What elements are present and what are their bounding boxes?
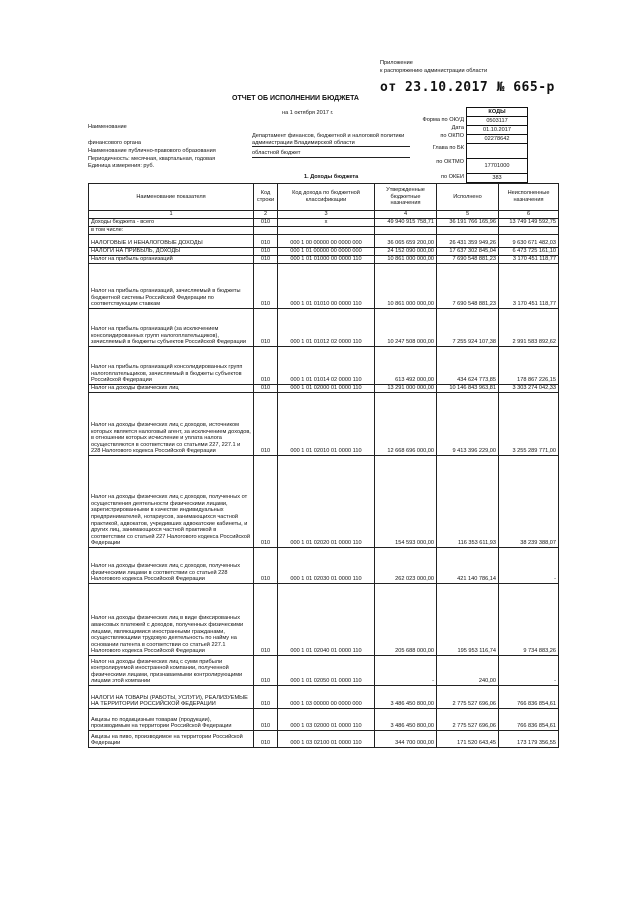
header-approved: Утвержденные бюджетные назначения	[375, 184, 437, 211]
cell-done: 17 637 302 845,04	[437, 248, 499, 256]
table-row	[89, 393, 559, 456]
cell-code: 010	[254, 309, 278, 347]
cell-name: Акцизы на пиво, производимое на территории Российской Федерации	[89, 731, 254, 748]
cell-approved: 3 486 450 800,00	[375, 709, 437, 731]
revenue-table	[88, 183, 559, 748]
cell-approved: 24 152 090 000,00	[375, 248, 437, 256]
cell-code: 010	[254, 385, 278, 393]
code-bk	[467, 144, 528, 159]
cell-approved: 10 247 508 000,00	[375, 309, 437, 347]
header-row-code: Код строки	[254, 184, 278, 211]
header-left: Неисполненные назначения	[499, 184, 559, 211]
cell-left: 3 255 289 771,00	[499, 393, 559, 456]
cell-done: 195 953 116,74	[437, 584, 499, 656]
cell-approved: 49 940 915 758,71	[375, 219, 437, 227]
cell-left: 6 473 725 161,10	[499, 248, 559, 256]
cell-kbk: 000 1 01 01012 02 0000 110	[278, 309, 375, 347]
cell-code: 010	[254, 219, 278, 227]
table-row	[89, 709, 559, 731]
cell-left: 2 991 583 892,62	[499, 309, 559, 347]
table-row	[89, 248, 559, 256]
appendix-line-2: к распоряжению администрации области	[380, 68, 488, 74]
cell-code: 010	[254, 686, 278, 709]
code-date: 01.10.2017	[467, 126, 528, 135]
cell-code: 010	[254, 256, 278, 264]
cell-name: Налог на доходы физических лиц в виде фиксированных авансовых платежей с доходов, полученных физическими лицами, являющимися иностранными гражданами, осуществляющими трудовую деятельность по найму на основании патента в соответствии со статьей 227.1 Налогового кодекса Российской Федерации	[89, 584, 254, 656]
cell-done: 9 413 396 229,00	[437, 393, 499, 456]
cell-left: 3 170 451 118,77	[499, 264, 559, 309]
table-row	[89, 548, 559, 584]
cell-code: 010	[254, 584, 278, 656]
cell-approved: 154 593 000,00	[375, 456, 437, 548]
cell-code: 010	[254, 548, 278, 584]
label-date: Дата	[451, 125, 464, 131]
table-row	[89, 385, 559, 393]
cell-done: 2 775 527 696,06	[437, 709, 499, 731]
code-okei: 383	[467, 174, 528, 183]
cell-approved	[375, 227, 437, 235]
table-row	[89, 686, 559, 709]
colnum-5: 5	[437, 211, 499, 219]
table-row	[89, 235, 559, 248]
cell-approved: -	[375, 656, 437, 686]
cell-code: 010	[254, 347, 278, 385]
cell-left	[499, 227, 559, 235]
cell-approved: 3 486 450 800,00	[375, 686, 437, 709]
label-okei: по ОКЕИ	[440, 174, 464, 180]
cell-name: НАЛОГИ НА ПРИБЫЛЬ, ДОХОДЫ	[89, 248, 254, 256]
label-okud: Форма по ОКУД	[422, 117, 464, 123]
label-fin-organ: финансового органа	[88, 140, 142, 146]
cell-kbk: 000 1 00 00000 00 0000 000	[278, 235, 375, 248]
cell-kbk: 000 1 01 02030 01 0000 110	[278, 548, 375, 584]
cell-done: 171 520 643,45	[437, 731, 499, 748]
cell-name: в том числе:	[89, 227, 254, 235]
colnum-1: 1	[89, 211, 254, 219]
header-done: Исполнено	[437, 184, 499, 211]
cell-name: Налог на доходы физических лиц с доходов, источником которых является налоговый агент, за исключением доходов, в отношении которых исчисление и уплата налога осуществляются в соответствии со статьями 227, 227.1 и 228 Налогового кодекса Российской Федерации	[89, 393, 254, 456]
table-row	[89, 256, 559, 264]
cell-name: Налог на доходы физических лиц	[89, 385, 254, 393]
cell-done: 7 690 548 881,23	[437, 264, 499, 309]
cell-name: НАЛОГОВЫЕ И НЕНАЛОГОВЫЕ ДОХОДЫ	[89, 235, 254, 248]
cell-approved: 613 492 000,00	[375, 347, 437, 385]
cell-approved: 262 023 000,00	[375, 548, 437, 584]
cell-name: Налог на доходы физических лиц с доходов, полученных физическими лицами в соответствии со статьей 228 Налогового кодекса Российской Федерации	[89, 548, 254, 584]
cell-code: 010	[254, 248, 278, 256]
cell-left: 178 867 226,15	[499, 347, 559, 385]
cell-kbk: 000 1 01 01014 02 0000 110	[278, 347, 375, 385]
cell-done: 36 191 766 165,96	[437, 219, 499, 227]
code-oktmo: 17701000	[467, 159, 528, 174]
cell-kbk: 000 1 01 01000 00 0000 110	[278, 256, 375, 264]
table-row	[89, 309, 559, 347]
section-title: 1. Доходы бюджета	[304, 174, 359, 180]
table-row	[89, 656, 559, 686]
cell-code: 010	[254, 656, 278, 686]
cell-name: Налог на прибыль организаций, зачисляемый в бюджеты бюджетной системы Российской Федерации по соответствующим ставкам	[89, 264, 254, 309]
header-kbk: Код дохода по бюджетной классификации	[278, 184, 375, 211]
cell-done: 7 255 924 107,38	[437, 309, 499, 347]
cell-left: -	[499, 548, 559, 584]
colnum-3: 3	[278, 211, 375, 219]
cell-done: 116 353 611,93	[437, 456, 499, 548]
cell-kbk: 000 1 01 02040 01 0000 110	[278, 584, 375, 656]
cell-left: 3 303 274 042,33	[499, 385, 559, 393]
cell-kbk: 000 1 01 02020 01 0000 110	[278, 456, 375, 548]
cell-code: 010	[254, 393, 278, 456]
code-okpo: 02278642	[467, 135, 528, 144]
cell-left: 766 836 854,61	[499, 709, 559, 731]
cell-done: 240,00	[437, 656, 499, 686]
header-indicator: Наименование показателя	[89, 184, 254, 211]
cell-approved: 13 291 000 000,00	[375, 385, 437, 393]
table-row	[89, 347, 559, 385]
table-row	[89, 227, 559, 235]
cell-done: 10 146 843 963,81	[437, 385, 499, 393]
cell-left: 38 239 388,07	[499, 456, 559, 548]
cell-code: 010	[254, 731, 278, 748]
cell-code: 010	[254, 235, 278, 248]
cell-kbk: 000 1 03 00000 00 0000 000	[278, 686, 375, 709]
cell-left: 173 179 356,55	[499, 731, 559, 748]
appendix-line-1: Приложение	[380, 60, 413, 66]
org-name: Департамент финансов, бюджетной и налоговой политики администрации Владимирской области	[252, 133, 410, 147]
cell-kbk: 000 1 03 02000 01 0000 110	[278, 709, 375, 731]
cell-name: Акцизы по подакцизным товарам (продукции), производимым на территории Российской Федерации	[89, 709, 254, 731]
cell-name: Налог на доходы физических лиц с сумм прибыли контролируемой иностранной компании, полученной физическими лицами, признаваемыми контролирующими лицами этой компании	[89, 656, 254, 686]
cell-approved: 10 861 000 000,00	[375, 264, 437, 309]
cell-left: 3 170 451 118,77	[499, 256, 559, 264]
cell-kbk	[278, 227, 375, 235]
table-row	[89, 731, 559, 748]
label-bk: Глава по БК	[432, 145, 464, 151]
cell-done: 434 624 773,85	[437, 347, 499, 385]
cell-left: 9 630 671 482,03	[499, 235, 559, 248]
colnum-2: 2	[254, 211, 278, 219]
code-okud: 0503117	[467, 117, 528, 126]
cell-approved: 10 861 000 000,00	[375, 256, 437, 264]
cell-done: 2 775 527 696,06	[437, 686, 499, 709]
codes-header: КОДЫ	[467, 108, 528, 117]
label-unit: Единица измерения: руб.	[88, 163, 155, 169]
cell-name: Налог на доходы физических лиц с доходов, полученных от осуществления деятельности физическими лицами, зарегистрированными в качестве индивидуальных предпринимателей, нотариусов, занимающихся частной практикой, адвокатов, учредивших адвокатские кабинеты, и других лиц, занимающихся частной практикой в соответствии со статьей 227 Налогового кодекса Российской Федерации	[89, 456, 254, 548]
cell-code: 010	[254, 264, 278, 309]
cell-left: 13 749 149 592,75	[499, 219, 559, 227]
colnum-6: 6	[499, 211, 559, 219]
cell-approved: 36 065 659 200,00	[375, 235, 437, 248]
table-row	[89, 456, 559, 548]
label-okpo: по ОКПО	[440, 133, 464, 139]
handwritten-order-number: от 23.10.2017 № 665-р	[380, 80, 555, 95]
cell-kbk: x	[278, 219, 375, 227]
cell-left: 9 734 883,26	[499, 584, 559, 656]
cell-kbk: 000 1 01 00000 00 0000 000	[278, 248, 375, 256]
cell-done: 7 690 548 881,23	[437, 256, 499, 264]
label-oktmo: по ОКТМО	[436, 159, 464, 165]
cell-kbk: 000 1 03 02100 01 0000 110	[278, 731, 375, 748]
cell-code: 010	[254, 456, 278, 548]
cell-kbk: 000 1 01 02050 01 0000 110	[278, 656, 375, 686]
cell-done: 421 140 786,14	[437, 548, 499, 584]
table-row	[89, 264, 559, 309]
codes-box	[466, 107, 528, 183]
cell-kbk: 000 1 01 02010 01 0000 110	[278, 393, 375, 456]
cell-approved: 205 688 000,00	[375, 584, 437, 656]
cell-approved: 344 700 000,00	[375, 731, 437, 748]
label-periodicity: Периодичность: месячная, квартальная, годовая	[88, 156, 216, 162]
cell-code	[254, 227, 278, 235]
budget-name: областной бюджет	[252, 150, 410, 158]
label-ppo: Наименование публично-правового образования	[88, 148, 216, 154]
cell-done	[437, 227, 499, 235]
table-row	[89, 584, 559, 656]
cell-kbk: 000 1 01 02000 01 0000 110	[278, 385, 375, 393]
report-date-line: на 1 октября 2017 г.	[282, 110, 334, 116]
report-title: ОТЧЕТ ОБ ИСПОЛНЕНИИ БЮДЖЕТА	[232, 95, 359, 102]
cell-approved: 12 668 696 000,00	[375, 393, 437, 456]
cell-name: Налог на прибыль организаций консолидированных групп налогоплательщиков, зачисляемый в бюджеты субъектов Российской Федерации	[89, 347, 254, 385]
cell-left: 766 836 854,61	[499, 686, 559, 709]
table-row	[89, 219, 559, 227]
label-name: Наименование	[88, 124, 127, 130]
cell-name: НАЛОГИ НА ТОВАРЫ (РАБОТЫ, УСЛУГИ), РЕАЛИЗУЕМЫЕ НА ТЕРРИТОРИИ РОССИЙСКОЙ ФЕДЕРАЦИИ	[89, 686, 254, 709]
cell-name: Налог на прибыль организаций	[89, 256, 254, 264]
cell-name: Доходы бюджета - всего	[89, 219, 254, 227]
cell-left: -	[499, 656, 559, 686]
cell-done: 26 431 359 949,26	[437, 235, 499, 248]
colnum-4: 4	[375, 211, 437, 219]
cell-name: Налог на прибыль организаций (за исключением консолидированных групп налогоплательщиков), зачисляемый в бюджеты субъектов Российской Федерации	[89, 309, 254, 347]
cell-kbk: 000 1 01 01010 00 0000 110	[278, 264, 375, 309]
cell-code: 010	[254, 709, 278, 731]
